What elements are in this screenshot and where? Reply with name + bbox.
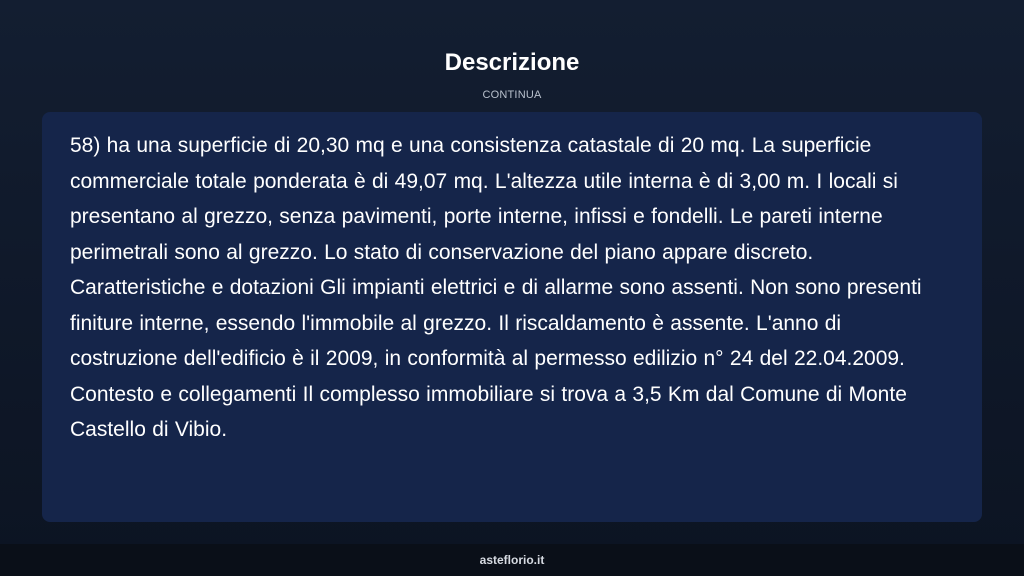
footer-site-name: asteflorio.it [479, 553, 545, 567]
footer-bar [0, 544, 1024, 576]
description-card [42, 112, 982, 522]
header [0, 46, 1024, 102]
continued-label: CONTINUA [482, 89, 542, 101]
page-title: Descrizione [444, 49, 580, 76]
description-text: 58) ha una superficie di 20,30 mq e una consistenza catastale di 20 mq. La superficie commerciale totale ponderata è di 49,07 mq. L'altezza utile interna è di 3,00 m. I locali si presentano al grezzo, senza pavimenti, porte interne, infissi e fondelli. Le pareti interne perimetrali sono al grezzo. Lo stato di conservazione del piano appare discreto. Caratteristiche e dotazioni Gli impianti elettrici e di allarme sono assenti. Non sono presenti finiture interne, essendo l'immobile al grezzo. Il riscaldamento è assente. L'anno di costruzione dell'edificio è il 2009, in conformità al permesso edilizio n° 24 del 22.04.2009. Contesto e collegamenti Il complesso immobiliare si trova a 3,5 Km dal Comune di Monte Castello di Vibio. [70, 134, 922, 441]
